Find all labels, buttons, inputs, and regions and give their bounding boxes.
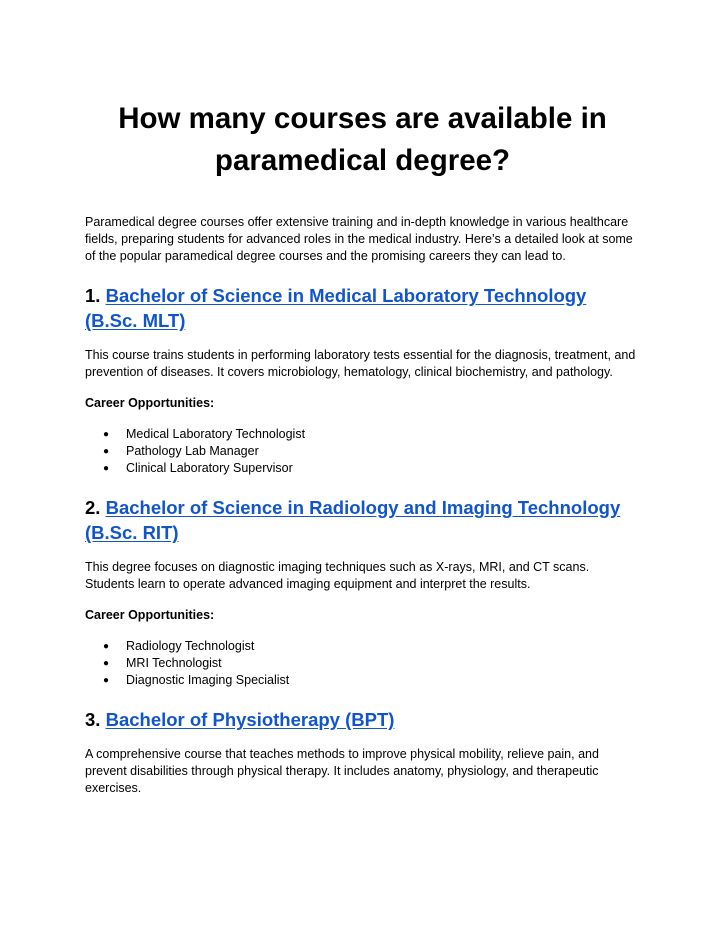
section-number: 1.: [85, 285, 101, 306]
list-item: [85, 638, 640, 655]
course-section-3: [85, 707, 640, 797]
career-item-text: Pathology Lab Manager: [126, 444, 259, 458]
section-description: This degree focuses on diagnostic imaging techniques such as X-rays, MRI, and CT scans. Students learn to operate advanced imaging equipment and interpret the results.: [85, 560, 590, 591]
page-title: How many courses are available in paramedical degree?: [118, 102, 607, 177]
section-heading: [85, 495, 640, 545]
career-item-text: Diagnostic Imaging Specialist: [126, 673, 290, 687]
course-link-bsc-mlt[interactable]: Bachelor of Science in Medical Laboratory Technology (B.Sc. MLT): [85, 285, 587, 331]
career-opportunities-label: Career Opportunities:: [85, 396, 215, 410]
career-list: [85, 426, 640, 477]
list-item: [85, 460, 640, 477]
course-section-1: [85, 283, 640, 477]
list-item: [85, 672, 640, 689]
career-item-text: Radiology Technologist: [126, 639, 255, 653]
list-item: [85, 443, 640, 460]
bullet-icon: ●: [103, 675, 110, 686]
list-item: [85, 426, 640, 443]
intro-paragraph: Paramedical degree courses offer extensive training and in-depth knowledge in various healthcare fields, preparing students for advanced roles in the medical industry. Here’s a detailed look at some of the popular paramedical degree courses and the promising careers they can lead to.: [85, 215, 633, 263]
document-page: [85, 98, 640, 797]
bullet-icon: ●: [103, 463, 110, 474]
bullet-icon: ●: [103, 446, 110, 457]
bullet-icon: ●: [103, 429, 110, 440]
course-section-2: [85, 495, 640, 689]
section-description: This course trains students in performing laboratory tests essential for the diagnosis, treatment, and prevention of diseases. It covers microbiology, hematology, clinical biochemistry, and pathology.: [85, 348, 636, 379]
bullet-icon: ●: [103, 658, 110, 669]
bullet-icon: ●: [103, 641, 110, 652]
career-item-text: Medical Laboratory Technologist: [126, 427, 306, 441]
list-item: [85, 655, 640, 672]
career-item-text: Clinical Laboratory Supervisor: [126, 461, 293, 475]
course-link-bpt[interactable]: Bachelor of Physiotherapy (BPT): [105, 709, 395, 730]
section-number: 2.: [85, 497, 101, 518]
section-heading: [85, 707, 640, 732]
career-opportunities-label: Career Opportunities:: [85, 608, 215, 622]
career-list: [85, 638, 640, 689]
section-heading: [85, 283, 640, 333]
career-item-text: MRI Technologist: [126, 656, 222, 670]
course-link-bsc-rit[interactable]: Bachelor of Science in Radiology and Imaging Technology (B.Sc. RIT): [85, 497, 621, 543]
section-number: 3.: [85, 709, 101, 730]
section-description: A comprehensive course that teaches methods to improve physical mobility, relieve pain, and prevent disabilities through physical therapy. It includes anatomy, physiology, and therapeutic exercises.: [85, 747, 599, 795]
